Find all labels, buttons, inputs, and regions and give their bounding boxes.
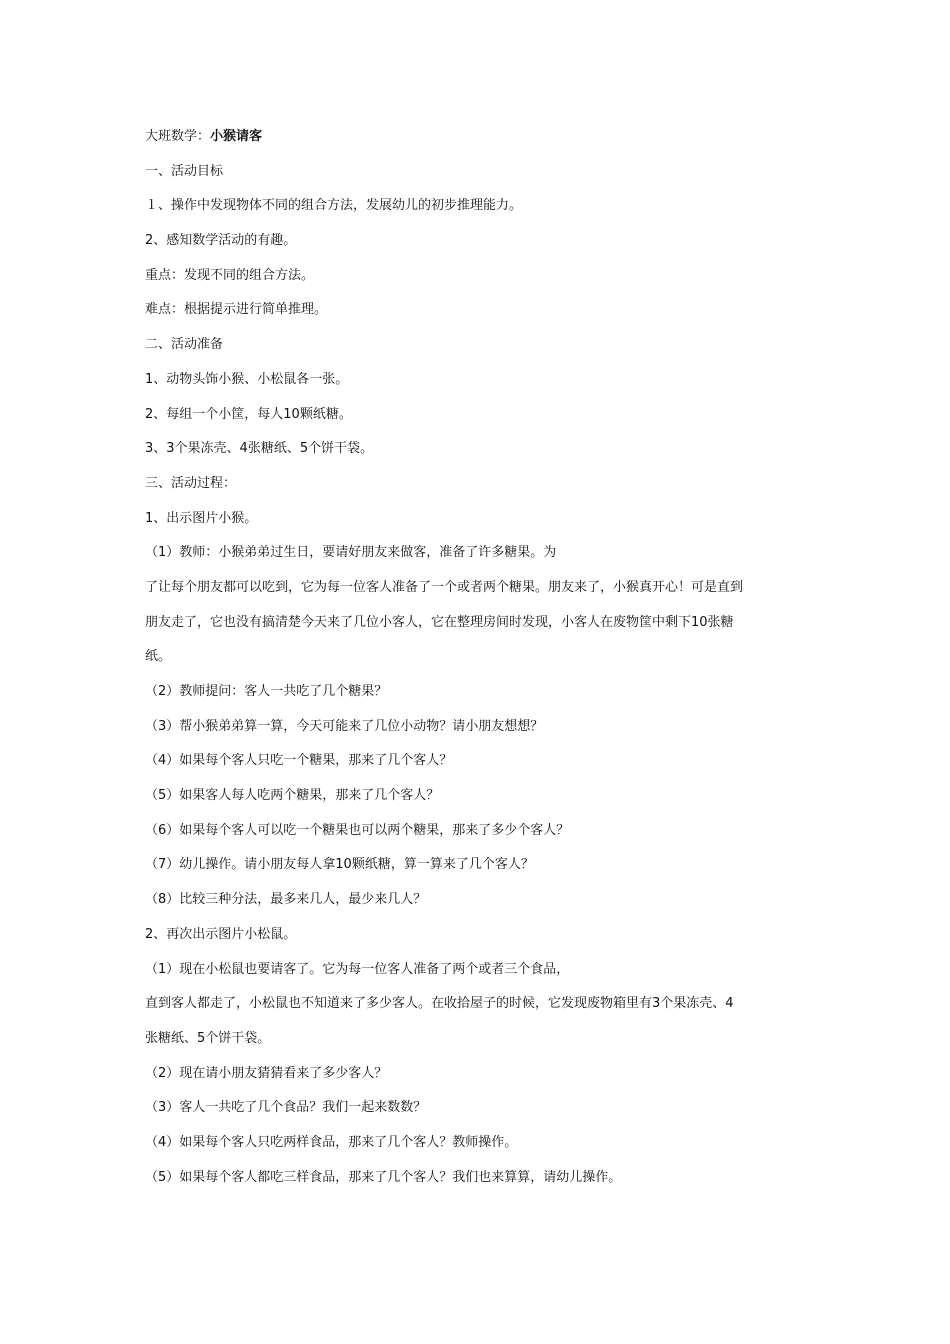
paragraph: （4）如果每个客人只吃一个糖果，那来了几个客人？	[145, 753, 453, 769]
paragraph: （1）教师：小猴弟弟过生日，要请好朋友来做客，准备了许多糖果。为	[145, 545, 557, 561]
paragraph: 张糖纸、5个饼干袋。	[145, 1030, 271, 1046]
paragraph: 直到客人都走了，小松鼠也不知道来了多少客人。在收拾屋子的时候，它发现废物箱里有3个果冻壳、4	[145, 996, 734, 1012]
paragraph: 纸。	[145, 649, 172, 665]
title-main: 小猴请客	[210, 129, 263, 144]
paragraph: 难点：根据提示进行简单推理。	[145, 302, 328, 318]
document-title	[145, 126, 810, 161]
paragraph: （2）教师提问：客人一共吃了几个糖果？	[145, 684, 388, 699]
paragraph: １、操作中发现物体不同的组合方法，发展幼儿的初步推理能力。	[145, 198, 523, 214]
paragraph: 2、再次出示图片小松鼠。	[145, 926, 297, 942]
paragraph: （7）幼儿操作。请小朋友每人拿10颗纸糖，算一算来了几个客人？	[145, 857, 534, 873]
paragraph: （6）如果每个客人可以吃一个糖果也可以两个糖果，那来了多少个客人？	[145, 822, 570, 838]
section-heading-preparation: 二、活动准备	[145, 337, 224, 353]
section-heading-process: 三、活动过程：	[145, 475, 237, 491]
paragraph: （2）现在请小朋友猜猜看来了多少客人？	[145, 1065, 388, 1081]
paragraph: （4）如果每个客人只吃两样食品，那来了几个客人？教师操作。	[145, 1134, 518, 1150]
paragraph: 重点：发现不同的组合方法。	[145, 267, 315, 283]
title-prefix: 大班数学：	[145, 129, 211, 144]
paragraph: （3）客人一共吃了几个食品？我们一起来数数？	[145, 1100, 427, 1116]
paragraph: （1）现在小松鼠也要请客了。它为每一位客人准备了两个或者三个食品，	[145, 961, 570, 977]
paragraph: 1、动物头饰小猴、小松鼠各一张。	[145, 371, 349, 387]
paragraph: 3、3个果冻壳、4张糖纸、5个饼干袋。	[145, 441, 374, 457]
paragraph: （5）如果每个客人都吃三样食品，那来了几个客人？我们也来算算，请幼儿操作。	[145, 1169, 622, 1185]
document-body	[145, 126, 810, 1201]
paragraph: 朋友走了，它也没有搞清楚今天来了几位小客人，它在整理房间时发现，小客人在废物筐中剩下10张糖	[145, 614, 734, 630]
paragraph: 2、每组一个小筐，每人10颗纸糖。	[145, 406, 352, 422]
paragraph: （5）如果客人每人吃两个糖果，那来了几个客人？	[145, 788, 440, 804]
paragraph: 2、感知数学活动的有趣。	[145, 233, 297, 249]
paragraph: （3）帮小猴弟弟算一算，今天可能来了几位小动物？请小朋友想想？	[145, 718, 544, 734]
section-heading-goals: 一、活动目标	[145, 163, 224, 179]
paragraph: 了让每个朋友都可以吃到，它为每一位客人准备了一个或者两个糖果。朋友来了，小猴真开心！可是直到	[145, 579, 744, 595]
paragraph: （8）比较三种分法，最多来几人，最少来几人？	[145, 892, 427, 908]
paragraph: 1、出示图片小猴。	[145, 510, 258, 526]
